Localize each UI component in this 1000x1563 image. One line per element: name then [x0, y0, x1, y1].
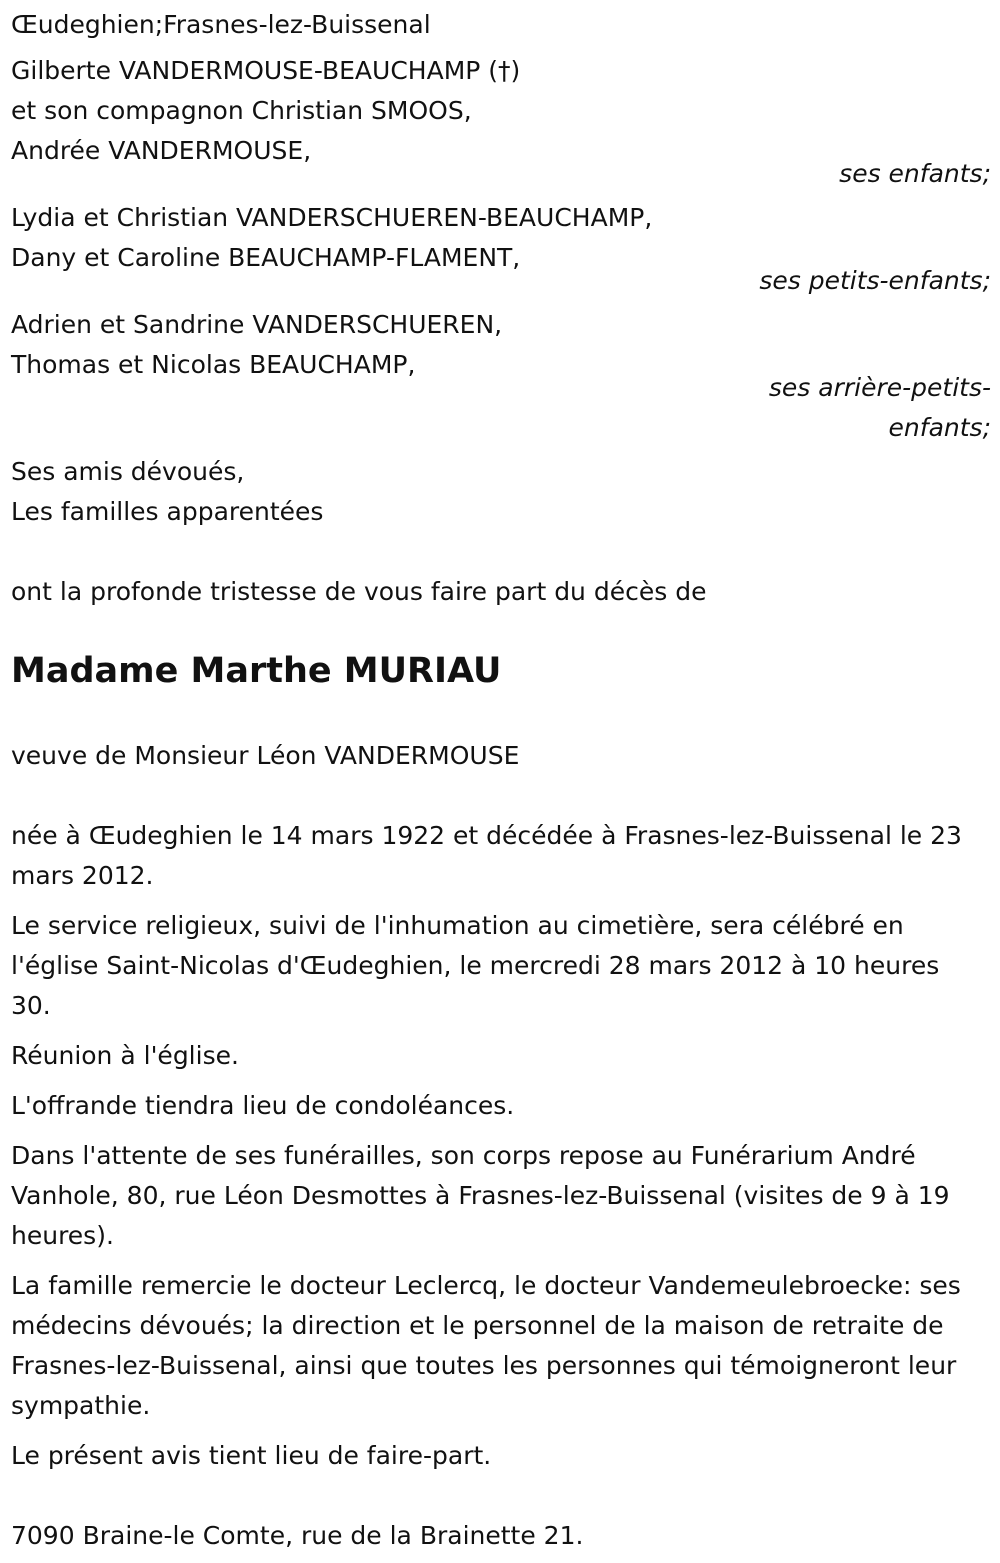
- family-line: Lydia et Christian VANDERSCHUEREN-BEAUCHAMP,: [11, 203, 653, 232]
- relation-label: ses arrière-petits-: [768, 373, 991, 402]
- family-line: et son compagnon Christian SMOOS,: [11, 96, 472, 125]
- thanks-text: La famille remercie le docteur Leclercq, le docteur Vandemeulebroecke: ses médecins dévoués; la direction et le personnel de la maison de retraite de Frasnes-lez-Buissenal, ainsi que toutes les personnes qui témoigneront leur sympathie.: [11, 1271, 961, 1420]
- others-group: [11, 452, 991, 532]
- offering-text: L'offrande tiendra lieu de condoléances.: [11, 1091, 515, 1120]
- family-line: Ses amis dévoués,: [11, 457, 245, 486]
- family-line: Gilberte VANDERMOUSE-BEAUCHAMP (†): [11, 56, 521, 85]
- widow-of: veuve de Monsieur Léon VANDERMOUSE: [11, 741, 520, 770]
- obituary-notice: [11, 5, 991, 1556]
- location-header: Œudeghien;Frasnes-lez-Buissenal: [11, 10, 431, 39]
- service-text: Le service religieux, suivi de l'inhumation au cimetière, sera célébré en l'église Saint-Nicolas d'Œudeghien, le mercredi 28 mars 2012 à 10 heures 30.: [11, 911, 940, 1020]
- meeting-text: Réunion à l'église.: [11, 1041, 239, 1070]
- relation-label: ses petits-enfants;: [759, 266, 991, 295]
- family-line: Andrée VANDERMOUSE,: [11, 136, 312, 165]
- notice-text: Le présent avis tient lieu de faire-part.: [11, 1441, 492, 1470]
- family-line: Les familles apparentées: [11, 497, 324, 526]
- relation-label: enfants;: [888, 413, 991, 442]
- funeral-home-text: Dans l'attente de ses funérailles, son corps repose au Funérarium André Vanhole, 80, rue Léon Desmottes à Frasnes-lez-Buissenal (visites de 9 à 19 heures).: [11, 1141, 950, 1250]
- family-line: Thomas et Nicolas BEAUCHAMP,: [11, 350, 416, 379]
- grandchildren-group: [11, 198, 991, 301]
- family-line: Adrien et Sandrine VANDERSCHUEREN,: [11, 310, 503, 339]
- relation-label: ses enfants;: [839, 159, 991, 188]
- great-grandchildren-group: [11, 305, 991, 448]
- birth-death-text: née à Œudeghien le 14 mars 1922 et décédée à Frasnes-lez-Buissenal le 23 mars 2012.: [11, 821, 962, 890]
- deceased-name: Madame Marthe MURIAU: [11, 651, 502, 691]
- children-group: [11, 51, 991, 194]
- family-line: Dany et Caroline BEAUCHAMP-FLAMENT,: [11, 243, 521, 272]
- address-text: 7090 Braine-le Comte, rue de la Brainette 21.: [11, 1521, 584, 1550]
- announcement-intro: ont la profonde tristesse de vous faire part du décès de: [11, 577, 707, 606]
